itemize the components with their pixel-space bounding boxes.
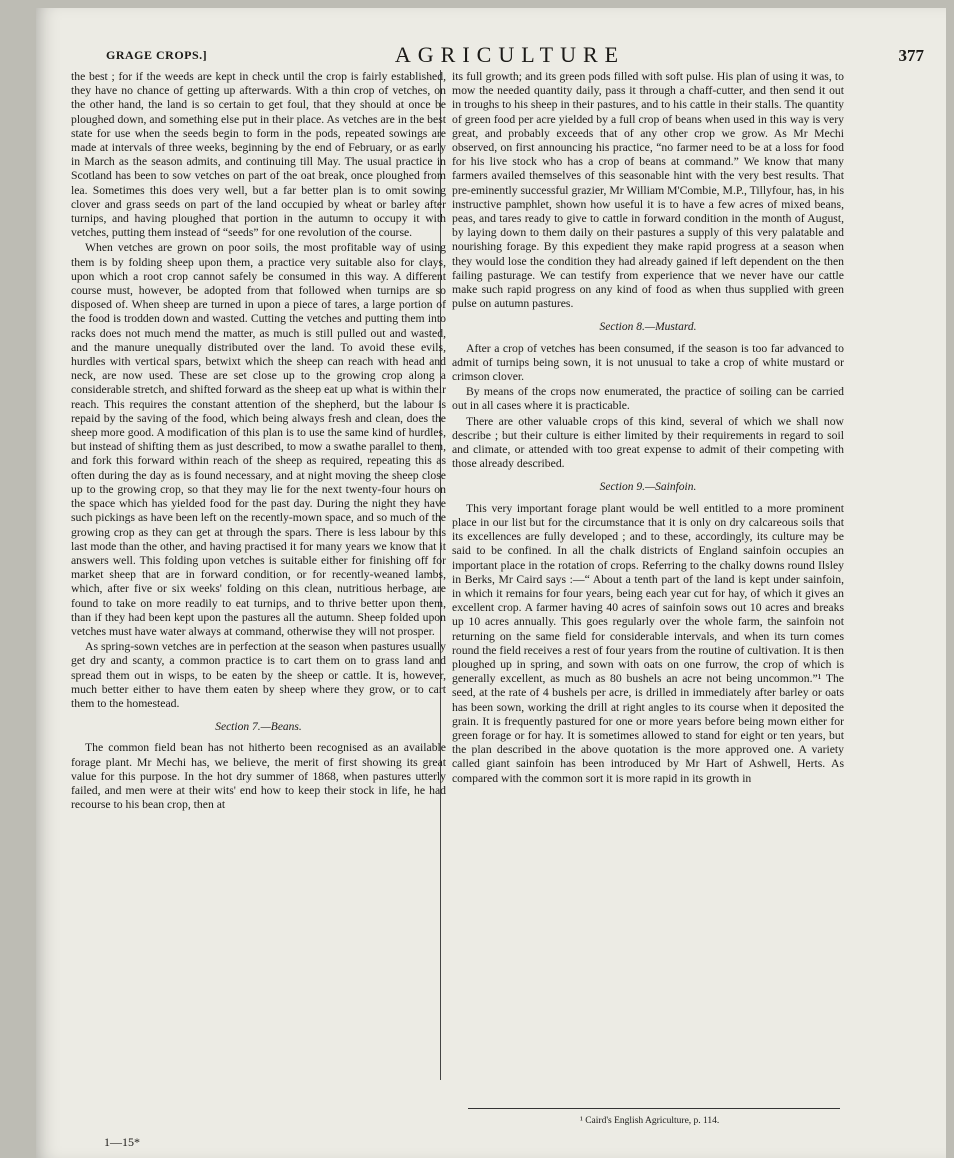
right-column bbox=[452, 70, 844, 787]
paragraph: By means of the crops now enumerated, the practice of soiling can be carried out in all cases where it is practicable. bbox=[452, 385, 844, 413]
paragraph: There are other valuable crops of this kind, several of which we shall now describe ; but their culture is either limited by their requirements in regard to soil and climate, or attended with too great expense to admit of their competing with those already described. bbox=[452, 414, 844, 471]
paragraph: After a crop of vetches has been consumed, if the season is too far advanced to admit of turnips being sown, it is not unusual to take a crop of white mustard or crimson clover. bbox=[452, 341, 844, 384]
section-heading-sainfoin: Section 9.—Sainfoin. bbox=[599, 481, 697, 494]
paragraph: its full growth; and its green pods filled with soft pulse. His plan of using it was, to mow the needed quantity daily, pass it through a chaff-cutter, and then send it out in troughs to his sheep in their pastures, and to his cattle in their stalls. The quantity of green food per acre yielded by a full crop of beans when used in this way is very great, and probably exceeds that of any other crop we grow. As Mr Mechi observed, on first announcing his practice, “no farmer need to be at a loss for food for his live stock who has a crop of beans at command.” We know that many farmers availed themselves of this seasonable hint with the very best results. That pre-eminently successful grazier, Mr William M'Combie, M.P., Tillyfour, has, in his instructive pamphlet, shown how useful it is to have a few acres of mixed beans, peas, and tares ready to give to cattle in forward condition in the month of August, by laying down to them daily on their pastures a supply of this very palatable and nourishing forage. By this expedient they make rapid progress at a season when they would lose the condition they had already gained if left dependent on the then failing pasturage. We can testify from experience that we never have our cattle make such rapid progress on any kind of food as when thus supplied with green pulse on autumn pastures. bbox=[452, 70, 844, 311]
page-number: 377 bbox=[898, 46, 924, 65]
paragraph: The common field bean has not hitherto been recognised as an available forage plant. Mr Mechi has, we believe, the merit of first showing its great value for this purpose. In the hot dry summer of 1868, when pastures utterly failed, and men were at their wits' end how to keep their stock in life, he had recourse to his bean crop, then at bbox=[71, 741, 446, 812]
paragraph: When vetches are grown on poor soils, the most profitable way of using them is by folding sheep upon them, a practice very suitable also for clays, upon which a root crop cannot safely be consumed in this way. A different course must, however, be adopted from that followed when turnips are so disposed of. When sheep are turned in upon a piece of tares, a large portion of the food is trodden down and wasted. Cutting the vetches and putting them into racks does not much mend the matter, as much is still pulled out and wasted, and the manure unequally distributed over the land. To avoid these evils, hurdles with vertical spars, betwixt which the sheep can reach with head and neck, are now used. These are set close up to the growing crop along a considerable stretch, and shifted forward as the sheep eat up what is within their reach. This requires the constant attention of the shepherd, but the labour is repaid by the saving of the food, which being always fresh and clean, does the sheep more good. A modification of this plan is to use the same kind of hurdles, but instead of shifting them as just described, to mow a swathe parallel to them, and fork this forward within reach of the sheep as required, repeating this as often during the day as is found necessary, and at night moving the sheep close up to the growing crop, so that they may lie for the next twenty-four hours on the space which has yielded food for the past day. During the night they have such pickings as have been left on the recently-mown space, and so much of the growing crop as they can get at through the spars. There is less labour by this last mode than the other, and having practised it for many years we know that it answers well. This folding upon vetches is suitable either for finishing off for market sheep that are in forward condition, or for recently-weaned lambs, which, after five or six weeks' folding on this clean, nutritious herbage, are found to take on more readily to eat turnips, and to thrive better upon them, than if they had been kept upon the pastures all the autumn. Sheep folded upon vetches must have water always at command, otherwise they will not prosper. bbox=[71, 241, 446, 638]
paragraph: the best ; for if the weeds are kept in check until the crop is fairly established, they have no chance of getting up afterwards. With a thin crop of vetches, on the other hand, the land is so certain to get foul, that they should at once be ploughed down, and something else put in their place. As vetches are in the best state for use when the seeds begin to form in the pods, repeated sowings are made at intervals of three weeks, beginning by the end of February, or as early in March as the season admits, and continuing till May. The usual practice in Scotland has been to sow vetches on part of the oat break, once ploughed from lea. Sometimes this does very well, but a far better plan is to omit sowing clover and grass seeds on part of the land occupied by wheat or barley after turnips, and having ploughed that portion in the autumn to occupy it with vetches, putting them instead of “seeds” for one revolution of the course. bbox=[71, 70, 446, 240]
left-column bbox=[71, 70, 446, 813]
page-title: AGRICULTURE bbox=[394, 42, 626, 67]
paragraph: As spring-sown vetches are in perfection at the season when pastures usually get dry and scanty, a common practice is to cart them on to grass land and spread them out in wisps, to be eaten by the sheep or cattle. It is, however, much better either to have them eaten by sheep where they grow, or to cart them to the homestead. bbox=[71, 640, 446, 710]
section-running-head: GRAGE CROPS.] bbox=[106, 48, 208, 62]
section-heading-beans: Section 7.—Beans. bbox=[215, 721, 302, 734]
running-header bbox=[96, 42, 924, 72]
paragraph: This very important forage plant would be well entitled to a more prominent place in our list but for the circumstance that it is only on dry calcareous soils that its excellences are fully developed ; and to these, accordingly, its culture may be said to be confined. In all the chalk districts of England sainfoin occupies an important place in the rotation of crops. Referring to the chalky downs round Ilsley in Berks, Mr Caird says :—“ About a tenth part of the land is kept under sainfoin, in which it remains for four years, being each year cut for hay, of which it gives an excellent crop. A farmer having 40 acres of sainfoin sows out 10 acres and breaks up 10 acres annually. This goes regularly over the whole farm, the sainfoin not returning on the same field for considerable intervals, and when its turn comes round the field receives a rest of four years from the routine of cultivation. It is then ploughed up in spring, and sown with oats on one furrow, the crop of which is generally excellent, as much as 80 bushels an acre not being uncommon.”¹ The seed, at the rate of 4 bushels per acre, is drilled in immediately after barley or oats has been sown, working the drill at right angles to its course when it deposited the grain. It is frequently pastured for one or more years before being mown either for green forage or for hay. It is sometimes allowed to stand for eight or ten years, but the plan described in the above quotation is the more approved one. A variety called giant sainfoin has been introduced by Mr Hart of Ashwell, Herts. As compared with the common sort it is more rapid in its growth in bbox=[452, 501, 844, 785]
footnote: ¹ Caird's English Agriculture, p. 114. bbox=[580, 1116, 720, 1126]
signature-mark: 1—15* bbox=[104, 1135, 140, 1149]
footnote-rule bbox=[468, 1108, 840, 1109]
section-heading-mustard: Section 8.—Mustard. bbox=[599, 321, 697, 334]
